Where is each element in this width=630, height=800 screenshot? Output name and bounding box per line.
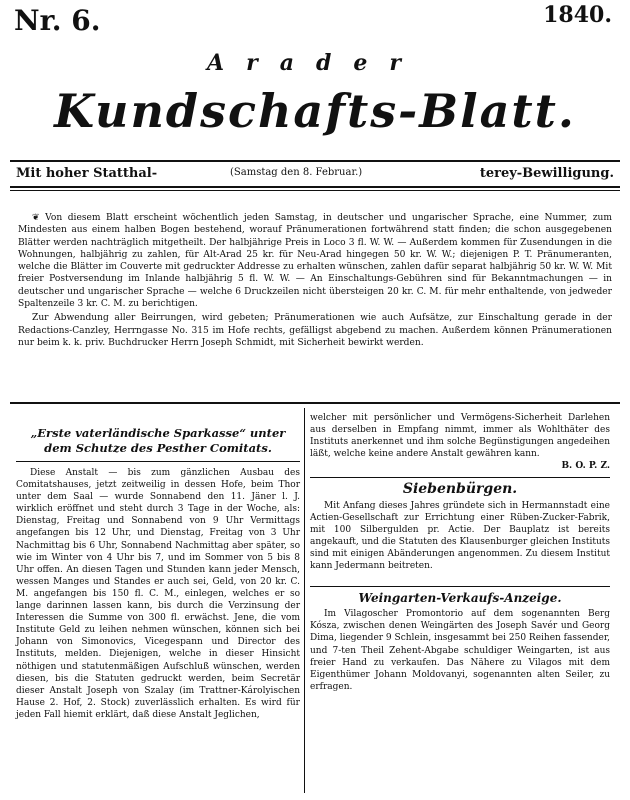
- divider-top: [10, 160, 620, 162]
- sparkasse-continuation: welcher mit persönlicher und Vermögens-Sicherheit Darlehen aus derselben in Empfang nimmt, immer als Wohlthäter des Instituts anerkennet und ihm solche Begünstigungen angedeihen läßt, welche keine andere Anstalt gewähren kann.: [310, 413, 610, 460]
- issue-number: Nr. 6.: [14, 4, 101, 37]
- divider-permit-thin: [10, 190, 620, 191]
- permit-right: terey-Bewilligung.: [479, 166, 614, 181]
- left-column: [16, 412, 300, 721]
- weingarten-heading: Weingarten-Verkaufs-Anzeige.: [358, 591, 562, 606]
- right-column: [310, 412, 610, 693]
- sparkasse-heading: „Erste vaterländische Sparkasse“ unter dem Schutze des Pesther Comitats.: [30, 426, 286, 455]
- sparkasse-rule: [16, 461, 300, 462]
- notice-paragraph-1: [18, 212, 612, 310]
- divider-columns: [10, 402, 620, 404]
- siebenbuergen-heading: Siebenbürgen.: [402, 481, 518, 498]
- masthead-subtitle: Arader: [207, 50, 423, 76]
- notice-dropcap: ❦: [32, 213, 40, 223]
- weingarten-body: Im Vilagoscher Promontorio auf dem sogenannten Berg Kósza, zwischen denen Weingärten des Joseph Savér und Georg Dima, liegender 9 Schlein, insgesammt bei 250 Reihen fassender, und 7-ten Theil Zehent-Abgabe schuldiger Weingarten, ist aus freier Hand zu verkaufen. Das Nähere zu Vilagos mit dem Eigenthümer Johann Moldovanyi, sogenannten alten Seiler, zu erfragen.: [310, 609, 610, 692]
- notice-paragraph-2: Zur Abwendung aller Beirrungen, wird gebeten; Pränumerationen wie auch Aufsätze, zur Einschaltung gerade in der Redactions-Canzley, Herrngasse No. 315 im Hofe rechts, gefälligst abgebend zu machen. Außerdem können Pränumerationen nur beim k. k. priv. Buchdrucker Herrn Joseph Schmidt, mit Sicherheit bewirkt werden.: [18, 313, 612, 348]
- sparkasse-body: Diese Anstalt — bis zum gänzlichen Ausbau des Comitatshauses, jetzt zeitweilig in dessen Hofe, beim Thor unter dem Saal — wurde Sonnabend den 11. Jäner l. J. wirklich eröffnet und steht durch 3 Tage in der Woche, als: Dienstag, Freitag und Sonnabend von 9 Uhr Vermittags angefangen bis 12 Uhr, und Dienstag, Freitag von 3 Uhr Nachmittag bis 6 Uhr, Sonnabend Nachmittag aber später, so wie im Winter von 4 Uhr bis 7, und im Sommer von 5 bis 8 Uhr offen. An diesen Tagen und Stunden kann jeder Mensch, wessen Manges und Standes er auch sei, Geld, von 20 kr. C. M. angefangen bis 150 fl. C. M., einlegen, welches er so lange darinnen lassen kann, bis durch die Verzinsung der Interessen die Summe von 300 fl. erwächst. Jene, die vom Institute Geld zu leihen nehmen wünschen, können sich bei Johann von Simonovics, Vicegespann und Director des Instituts, melden. Diejenigen, welche in dieser Hinsicht nöthigen und statutenmäßigen Aufschluß wünschen, werden diesen, bis die Statuten gedruckt werden, beim Secretär dieser Anstalt Joseph von Szalay (im Trattner-Károlyischen Hause 2. Hof, 2. Stock) zuverlässlich erhalten. Es wird für jeden Fall hiemit erklärt, daß diese Anstalt Jeglichen,: [16, 468, 300, 720]
- rule-before-siebenbuergen: [310, 477, 610, 478]
- issue-date: (Samstag den 8. Februar.): [230, 167, 363, 178]
- rule-before-weingarten: [310, 586, 610, 587]
- subscription-notice: [18, 212, 612, 349]
- issue-year: 1840.: [543, 2, 612, 28]
- divider-permit: [10, 186, 620, 188]
- article-signature: B. O. P. Z.: [561, 461, 610, 472]
- notice-text-1: Von diesem Blatt erscheint wöchentlich jeden Samstag, in deutscher und ungarischer Sprache, eine Nummer, zum Mindesten aus einem halben Bogen bestehend, worauf Pränumerationen fortwährend statt finden; die schon ausgegebenen Blätter werden nachträglich mitgetheilt. Der halbjährige Preis in Loco 3 fl. W. W. — Außerdem kommen für Zusendungen in die Wohnungen, halbjährig zu zahlen, für Alt-Arad 25 kr. für Neu-Arad hingegen 50 kr. W. W.; diejenigen P. T. Pränumeranten, welche die Blätter im Couverte mit gedruckter Addresse zu erhalten wünschen, zahlen dafür separat halbjährig 50 kr. W. W. Mit freier Postversendung im Inlande halbjährig 5 fl. W. W. — An Einschaltungs-Gebühren sind für Bekanntmachungen — in deutscher und ungarischer Sprache — welche 6 Druckzeilen nicht übersteigen 20 kr. C. M. für mehr enthaltende, von jedweder Spaltenzeile 3 kr. C. M. zu berichtigen.: [18, 213, 612, 310]
- permit-left: Mit hoher Statthal-: [16, 166, 158, 181]
- column-divider: [304, 408, 305, 793]
- siebenbuergen-body: Mit Anfang dieses Jahres gründete sich in Hermannstadt eine Actien-Gesellschaft zur Errichtung einer Rüben-Zucker-Fabrik, mit 100 Silbergulden pr. Actie. Der Bauplatz ist bereits angekauft, und die Statuten des Klausenburger gleichen Instituts sind mit einigen Abänderungen angenommen. Zu diesem Institut kann Jedermann beitreten.: [310, 500, 610, 572]
- masthead-title: Kundschafts-Blatt.: [54, 84, 576, 138]
